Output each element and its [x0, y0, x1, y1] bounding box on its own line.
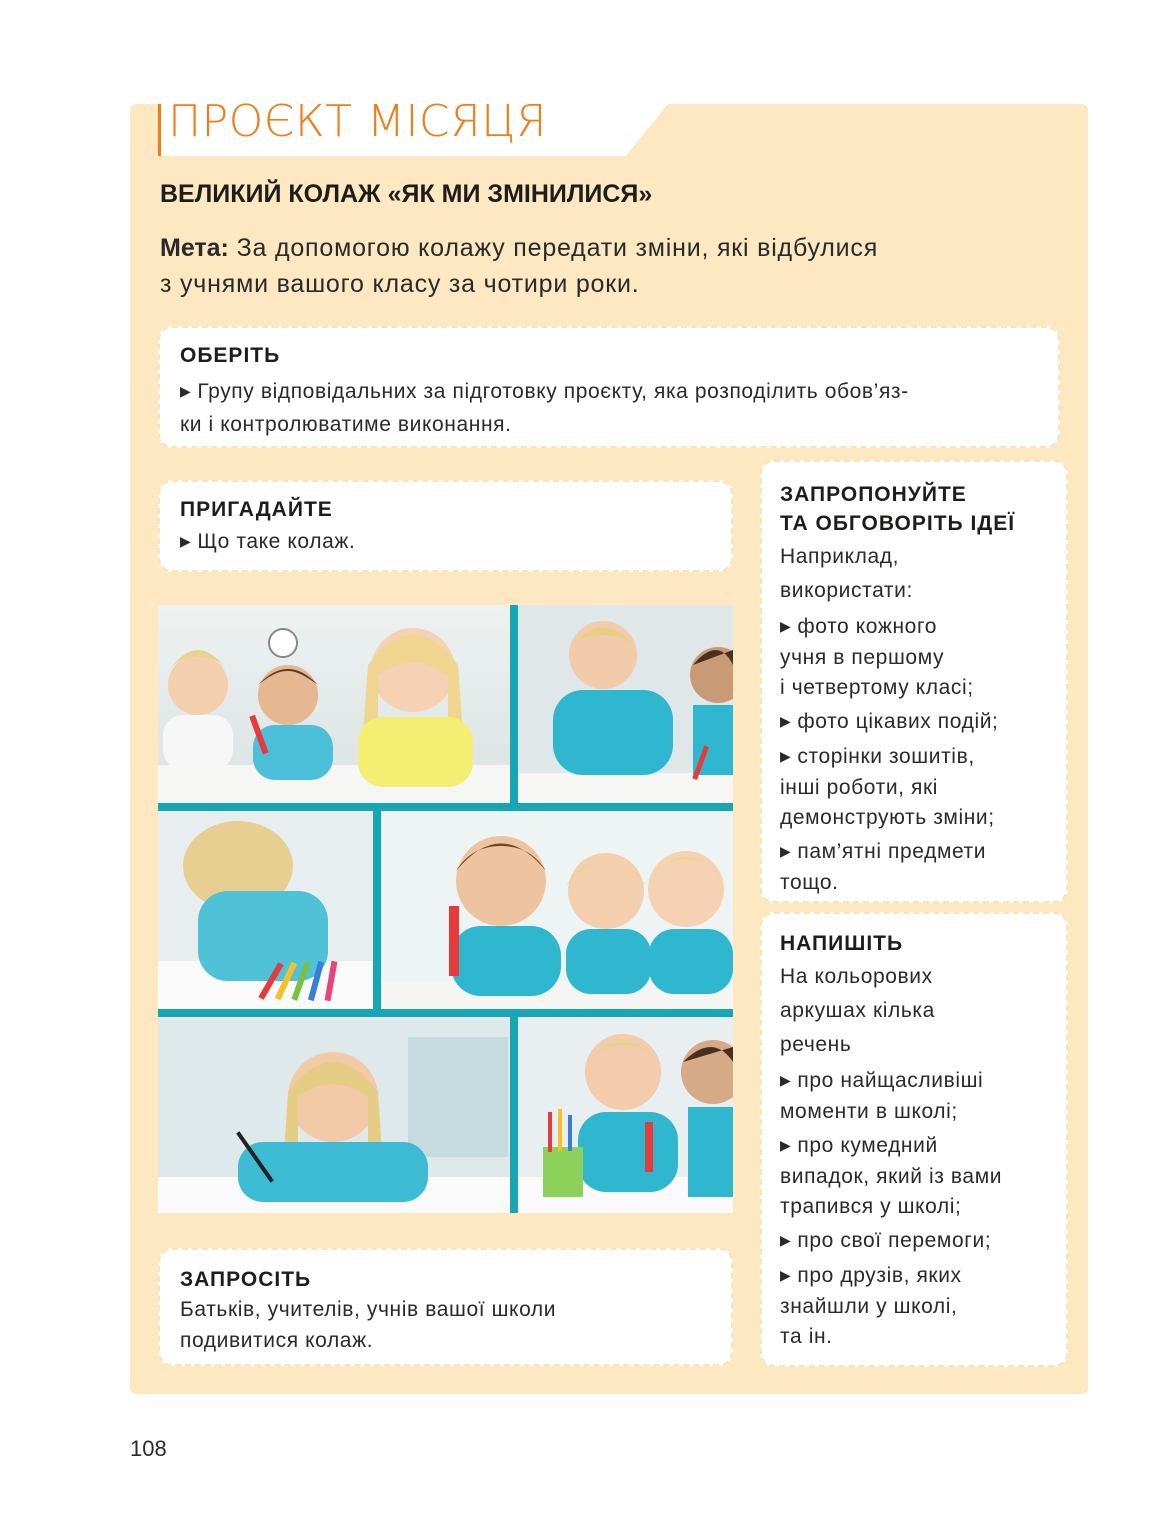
- write-intro-3: речень: [780, 1033, 852, 1056]
- propose-heading-1: ЗАПРОПОНУЙТЕ: [780, 483, 967, 506]
- recall-item: [180, 530, 711, 554]
- invite-line-1: Батьків, учителів, учнів вашої школи: [180, 1298, 557, 1321]
- list-item-line: фото цікавих подій;: [797, 710, 999, 733]
- choose-line-2: ки і контролюватиме виконання.: [180, 413, 512, 436]
- list-item-line: сторінки зошитів,: [797, 745, 975, 768]
- propose-list: [780, 612, 1048, 898]
- photo-collage: [158, 605, 733, 1213]
- triangle-bullet-icon: ▶: [780, 1232, 792, 1248]
- list-item-line: та ін.: [780, 1325, 833, 1348]
- photo-girl-drawing: [518, 605, 733, 803]
- propose-heading-2: ТА ОБГОВОРІТЬ ІДЕЇ: [780, 512, 1016, 535]
- write-intro: [780, 960, 1048, 1062]
- list-item-line: і четвертому класі;: [780, 676, 974, 699]
- choose-text: [180, 376, 1038, 440]
- list-item-line: про свої перемоги;: [797, 1229, 992, 1252]
- list-item-line: демонструють зміни;: [780, 806, 995, 829]
- list-item-line: пам’ятні предмети: [797, 840, 987, 863]
- propose-intro-1: Наприклад,: [780, 545, 900, 568]
- list-item: [780, 1131, 1048, 1222]
- list-item-line: інші роботи, які: [780, 776, 939, 799]
- write-intro-1: На кольорових: [780, 965, 933, 988]
- list-item-line: про друзів, яких: [797, 1264, 962, 1287]
- list-item: [780, 612, 1048, 703]
- goal-text-2: з учнями вашого класу за чотири роки.: [160, 270, 640, 298]
- triangle-bullet-icon: ▶: [780, 843, 792, 859]
- write-list: [780, 1066, 1048, 1352]
- page-number: 108: [130, 1436, 167, 1461]
- photo-boy-drawing: [158, 811, 373, 1009]
- propose-intro: [780, 540, 1048, 608]
- page-title: ПРОЄКТ МІСЯЦЯ: [168, 96, 547, 147]
- invite-line-2: подивитися колаж.: [180, 1329, 374, 1352]
- write-card: [760, 912, 1068, 1367]
- propose-intro-2: використати:: [780, 579, 913, 602]
- project-subtitle: ВЕЛИКИЙ КОЛАЖ «ЯК МИ ЗМІНИЛИСЯ»: [160, 180, 653, 208]
- photo-children-drawing: [158, 605, 510, 803]
- photo-two-pupils: [518, 1017, 733, 1213]
- recall-card: [158, 480, 733, 572]
- triangle-bullet-icon: ▶: [780, 748, 792, 764]
- triangle-bullet-icon: ▶: [780, 1137, 792, 1153]
- list-item: [780, 707, 1048, 738]
- choose-card: [158, 326, 1060, 448]
- choose-line-1: Групу відповідальних за підготовку проєкту, яка розподілить обов’яз-: [197, 380, 909, 403]
- list-item-line: учня в першому: [780, 646, 945, 669]
- recall-item-text: Що таке колаж.: [197, 530, 356, 553]
- photo-three-friends: [381, 811, 733, 1009]
- photo-girl-writing: [158, 1017, 510, 1213]
- write-intro-2: аркушах кілька: [780, 999, 935, 1022]
- list-item: [780, 1066, 1048, 1127]
- invite-heading: ЗАПРОСІТЬ: [180, 1268, 312, 1291]
- recall-heading: ПРИГАДАЙТЕ: [180, 498, 333, 521]
- goal-label: Мета:: [160, 234, 229, 262]
- triangle-bullet-icon: ▶: [180, 383, 192, 399]
- list-item-line: трапився у школі;: [780, 1195, 962, 1218]
- triangle-bullet-icon: ▶: [180, 533, 192, 549]
- propose-heading: [780, 480, 1048, 538]
- list-item: [780, 1261, 1048, 1352]
- propose-card: [760, 460, 1068, 903]
- choose-heading: ОБЕРІТЬ: [180, 344, 281, 367]
- list-item: [780, 837, 1048, 898]
- project-goal: [160, 230, 1040, 302]
- triangle-bullet-icon: ▶: [780, 1267, 792, 1283]
- list-item-line: про кумедний: [797, 1134, 938, 1157]
- invite-text: [180, 1294, 711, 1356]
- goal-text-1: За допомогою колажу передати зміни, які відбулися: [228, 234, 879, 262]
- triangle-bullet-icon: ▶: [780, 618, 792, 634]
- list-item-line: знайшли у школі,: [780, 1295, 958, 1318]
- write-heading: НАПИШІТЬ: [780, 932, 904, 955]
- invite-card: [158, 1248, 733, 1366]
- list-item-line: тощо.: [780, 871, 839, 894]
- list-item: [780, 1226, 1048, 1257]
- list-item-line: фото кожного: [797, 615, 938, 638]
- triangle-bullet-icon: ▶: [780, 1072, 792, 1088]
- list-item-line: про найщасливіші: [797, 1069, 984, 1092]
- list-item-line: моменти в школі;: [780, 1100, 958, 1123]
- triangle-bullet-icon: ▶: [780, 713, 792, 729]
- list-item: [780, 742, 1048, 833]
- list-item-line: випадок, який із вами: [780, 1165, 1003, 1188]
